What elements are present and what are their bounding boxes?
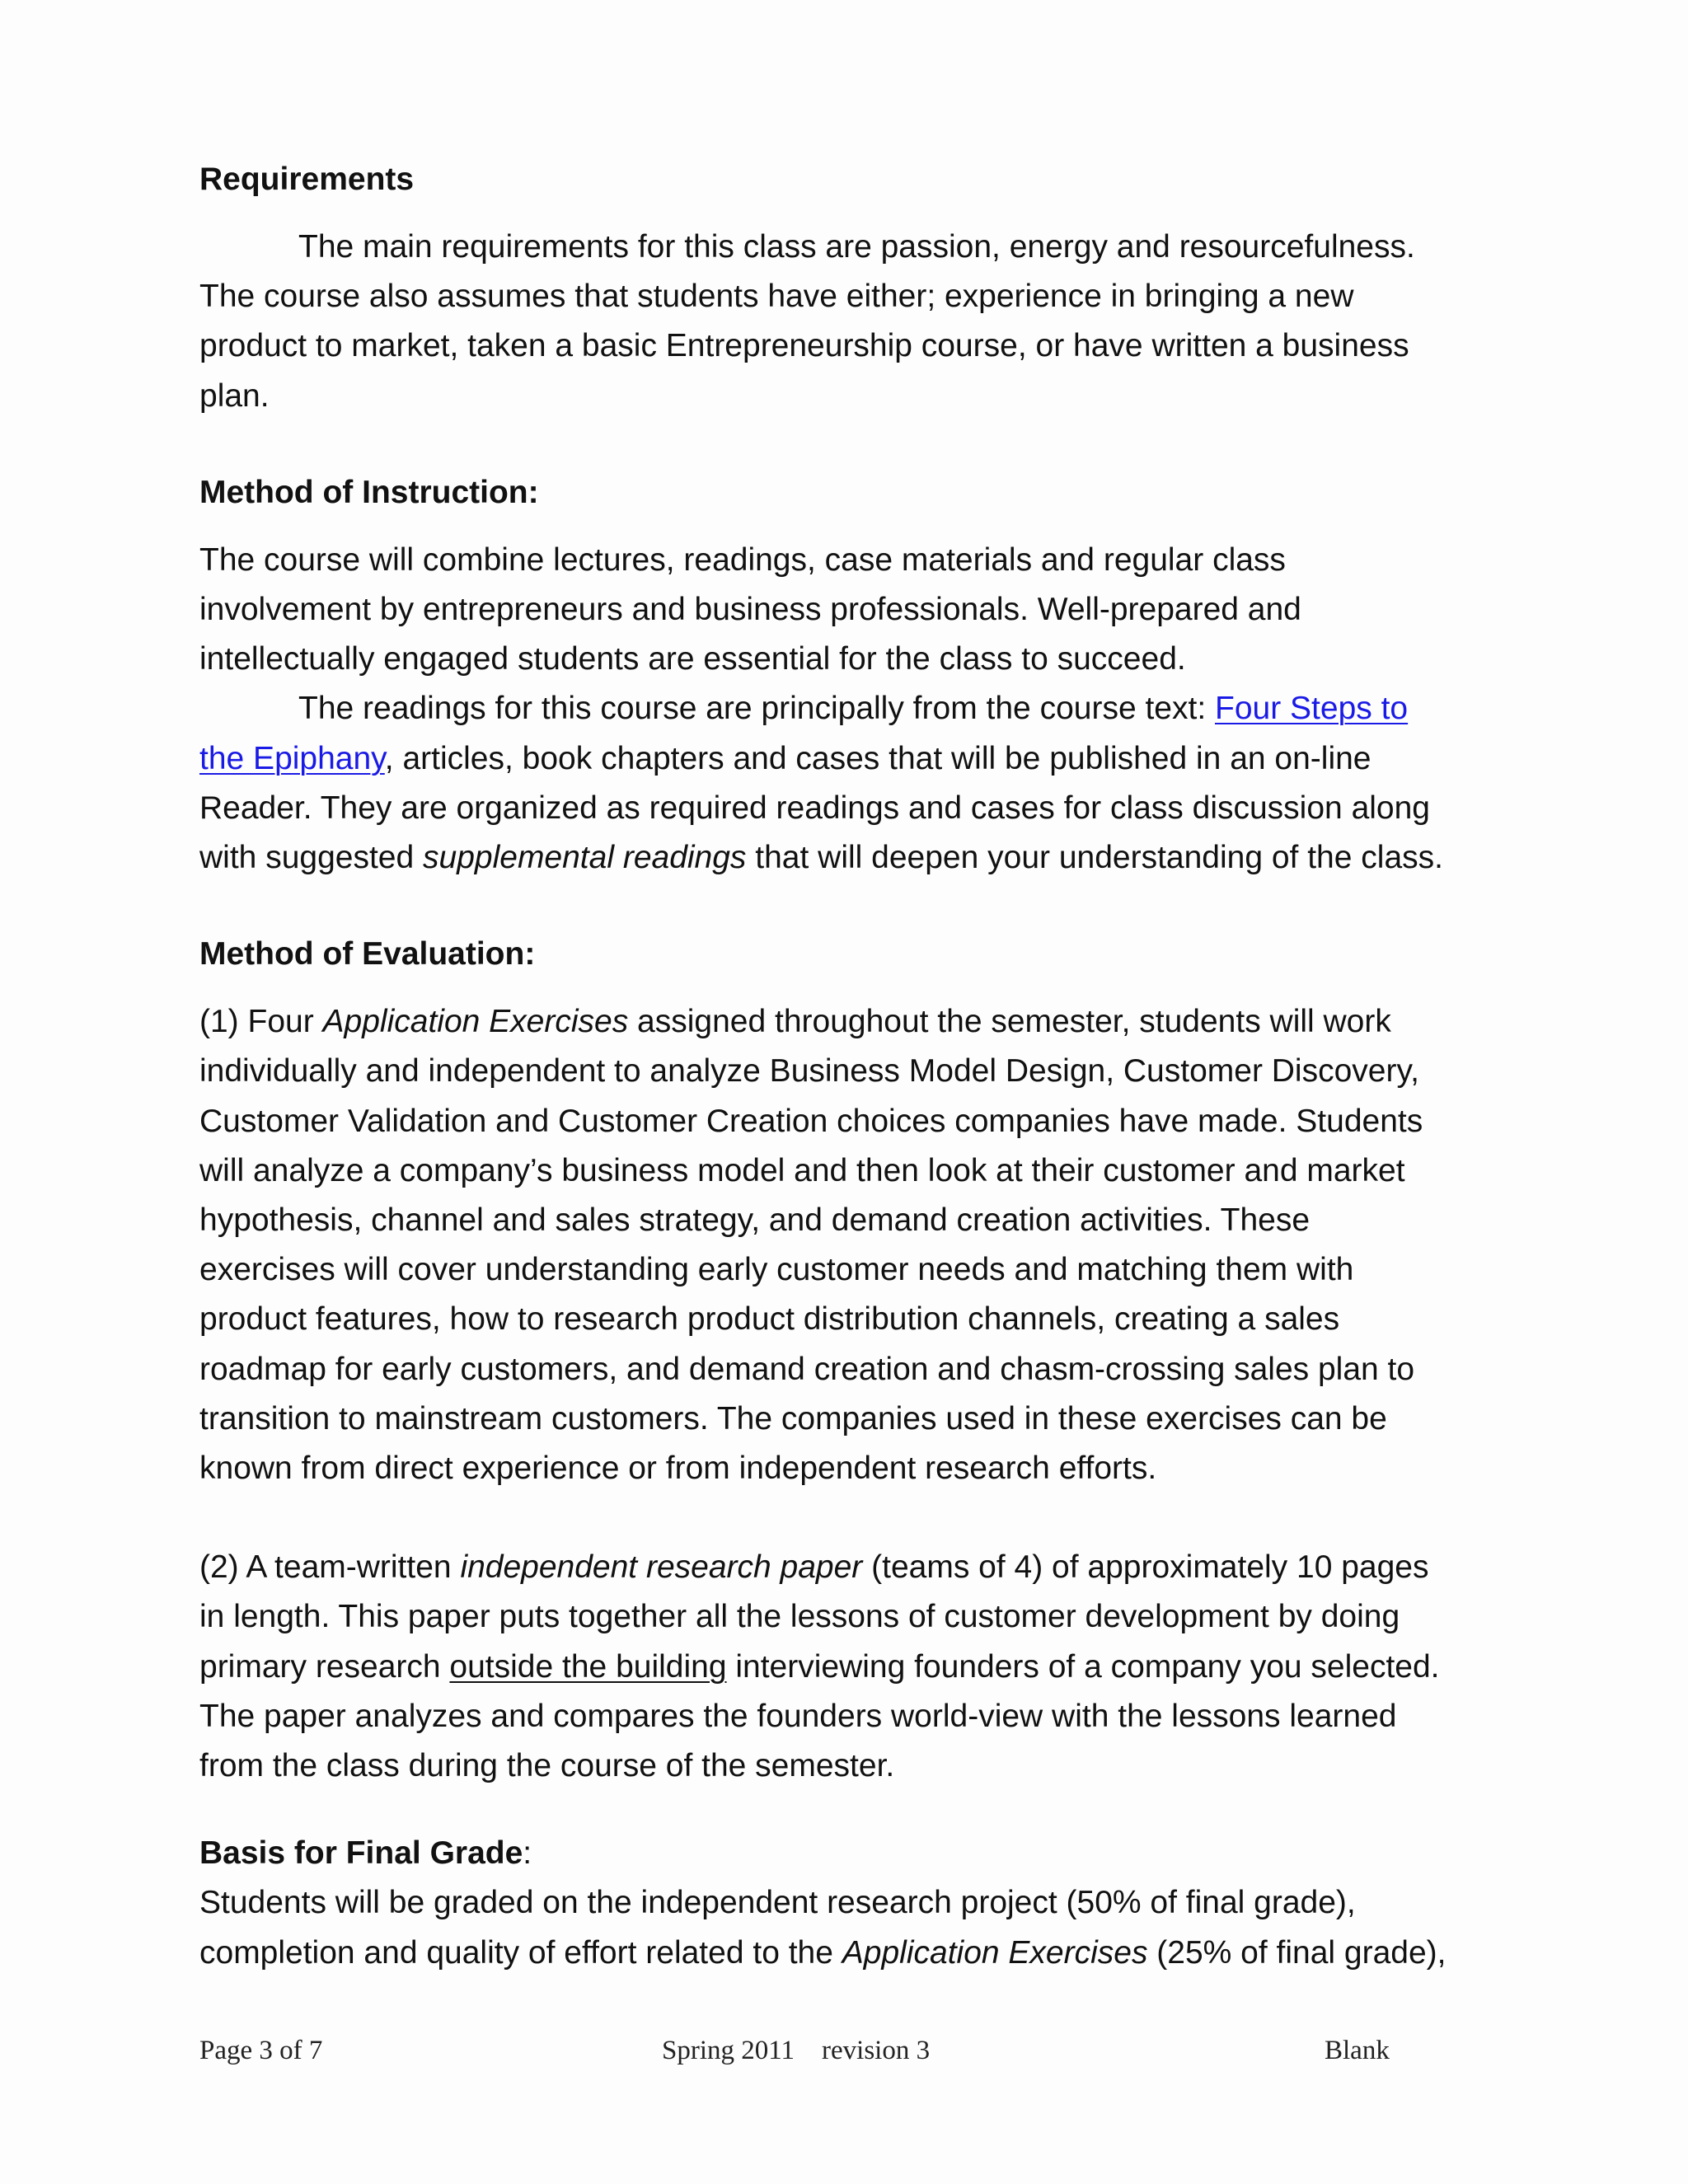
evaluation-item1-line: product features, how to research product distribution channels, creating a sales — [199, 1301, 1340, 1338]
course-text-link[interactable]: Four Steps to — [1215, 691, 1409, 727]
evaluation-item2-line-5: from the class during the course of the semester. — [199, 1748, 895, 1784]
footer-right-label: Blank — [1325, 2036, 1390, 2065]
requirements-line-2: The course also assumes that students have either; experience in bringing a new — [199, 279, 1354, 315]
grade-line-2: completion and quality of effort related to the Application Exercises (25% of final grade), — [199, 1934, 1447, 1971]
evaluation-item1-line: Customer Validation and Customer Creation choices companies have made. Students — [199, 1103, 1423, 1139]
requirements-line-1: The main requirements for this class are passion, energy and resourcefulness. — [298, 229, 1415, 265]
evaluation-item2-line-3: primary research outside the building interviewing founders of a company you selected. — [199, 1648, 1440, 1685]
instruction-line-1: The course will combine lectures, readings, case materials and regular class — [199, 541, 1286, 578]
evaluation-item1-line: hypothesis, channel and sales strategy, and demand creation activities. These — [199, 1202, 1311, 1239]
evaluation-item2-line-4: The paper analyzes and compares the founders world-view with the lessons learned — [199, 1698, 1397, 1734]
basis-for-final-grade-heading: Basis for Final Grade: — [199, 1835, 532, 1872]
footer-page-number: Page 3 of 7 — [199, 2036, 323, 2065]
requirements-line-3: product to market, taken a basic Entrepreneurship course, or have written a business — [199, 328, 1409, 364]
evaluation-item1-line: transition to mainstream customers. The companies used in these exercises can be — [199, 1400, 1387, 1436]
outside-the-building-underlined: outside the building — [449, 1648, 727, 1685]
grade-line-1: Students will be graded on the independent research project (50% of final grade), — [199, 1885, 1356, 1921]
method-of-instruction-heading: Method of Instruction: — [199, 474, 539, 510]
evaluation-item1-line: known from direct experience or from independent research efforts. — [199, 1451, 1157, 1487]
requirements-heading: Requirements — [199, 162, 415, 197]
evaluation-item1-line-1: (1) Four Application Exercises assigned throughout the semester, students will work — [199, 1004, 1391, 1040]
readings-line-3: Reader. They are organized as required readings and cases for class discussion along — [199, 790, 1430, 826]
evaluation-item2-line-1: (2) A team-written independent research paper (teams of 4) of approximately 10 pages — [199, 1549, 1429, 1586]
evaluation-item2-line-2: in length. This paper puts together all the lessons of customer development by doing — [199, 1599, 1400, 1635]
requirements-line-4: plan. — [199, 377, 270, 414]
evaluation-item1-line: will analyze a company’s business model and then look at their customer and market — [199, 1152, 1405, 1188]
page-content — [199, 155, 1502, 1978]
course-text-link-continued[interactable]: the Epiphany — [199, 740, 385, 776]
method-of-evaluation-heading: Method of Evaluation: — [199, 936, 536, 972]
evaluation-item1-line: exercises will cover understanding early customer needs and matching them with — [199, 1252, 1354, 1288]
evaluation-item1-line: roadmap for early customers, and demand creation and chasm-crossing sales plan to — [199, 1351, 1415, 1387]
instruction-line-2: involvement by entrepreneurs and business professionals. Well-prepared and — [199, 592, 1301, 628]
readings-line-4: with suggested supplemental readings that will deepen your understanding of the class. — [199, 840, 1443, 876]
footer-term-revision: Spring 2011 revision 3 — [662, 2036, 931, 2065]
readings-line-2: the Epiphany, articles, book chapters and cases that will be published in an on-line — [199, 740, 1372, 776]
readings-line-1: The readings for this course are principally from the course text: Four Steps to — [298, 691, 1409, 727]
instruction-line-3: intellectually engaged students are essential for the class to succeed. — [199, 641, 1186, 677]
evaluation-item1-line: individually and independent to analyze Business Model Design, Customer Discovery, — [199, 1053, 1419, 1090]
